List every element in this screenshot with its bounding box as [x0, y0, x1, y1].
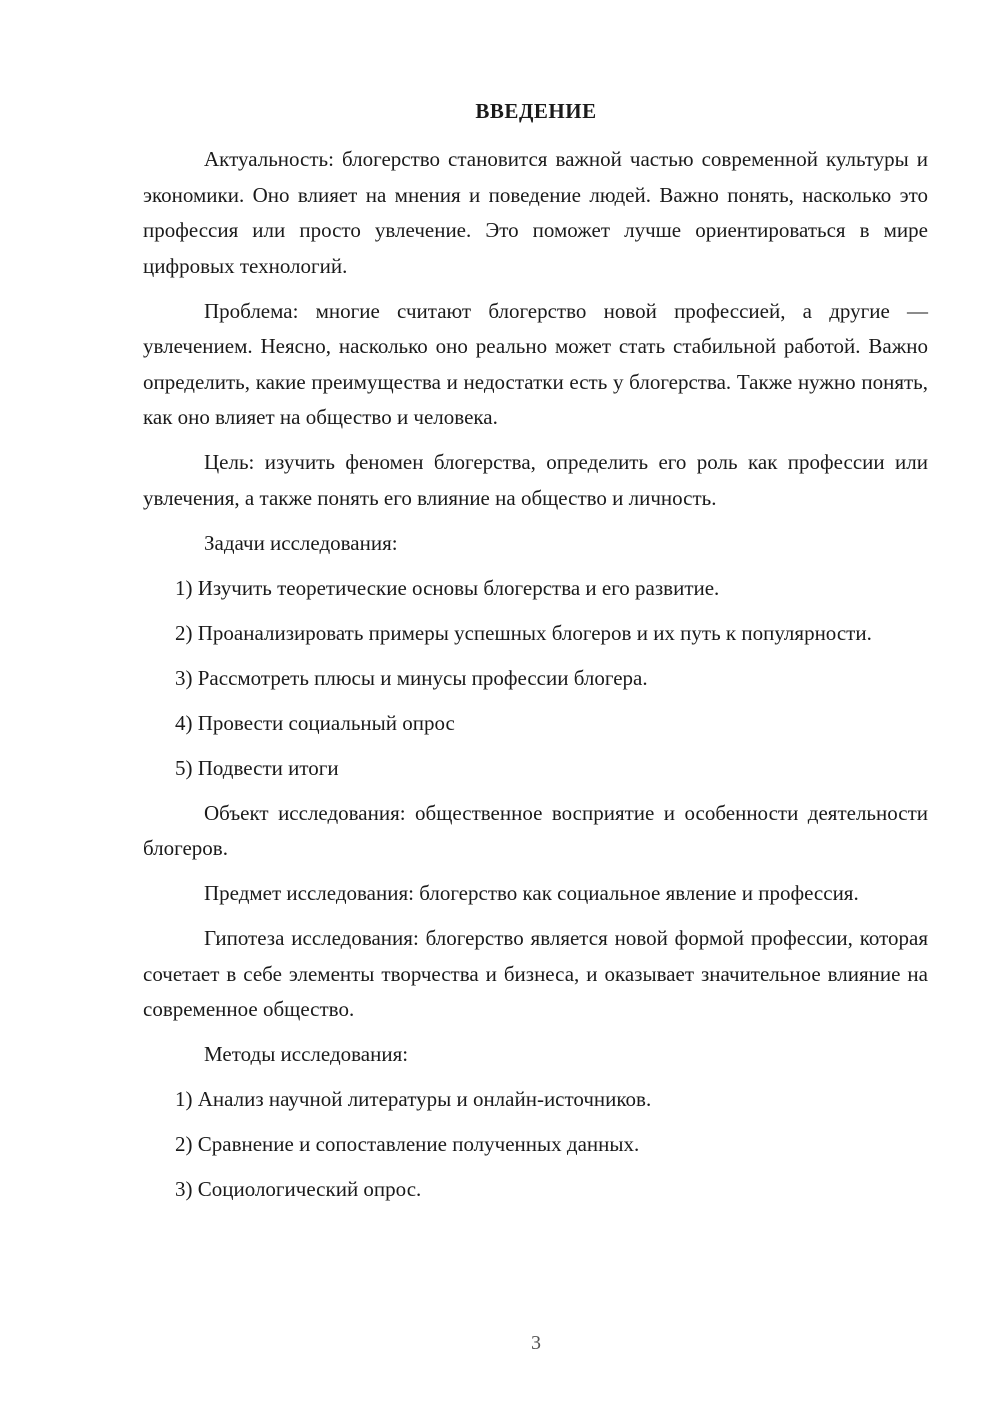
relevance-paragraph: Актуальность: блогерство становится важной частью современной культуры и экономики. Оно влияет на мнения и поведение людей. Важно понять, насколько это профессия или просто увлечение. Это поможет лучше ориентироваться в мире цифровых технологий. [143, 147, 928, 278]
task-item-1: 1) Изучить теоретические основы блогерства и его развитие. [175, 575, 720, 600]
goal-paragraph: Цель: изучить феномен блогерства, определить его роль как профессии или увлечения, а также понять его влияние на общество и личность. [143, 450, 928, 510]
object-paragraph: Объект исследования: общественное восприятие и особенности деятельности блогеров. [143, 800, 928, 860]
document-body [143, 142, 928, 1217]
subject-paragraph: Предмет исследования: блогерство как социальное явление и профессия. [204, 881, 859, 905]
task-item-3: 3) Рассмотреть плюсы и минусы профессии блогера. [175, 665, 648, 690]
method-item-1: 1) Анализ научной литературы и онлайн-источников. [175, 1087, 652, 1111]
problem-paragraph: Проблема: многие считают блогерство новой профессией, а другие — увлечением. Неясно, насколько оно реально может стать стабильной работой. Важно определить, какие преимущества и недостатки есть у блогерства. Также нужно понять, как оно влияет на общество и человека. [143, 298, 928, 429]
page-title: ВВЕДЕНИЕ [475, 99, 597, 123]
methods-heading: Методы исследования: [204, 1042, 409, 1066]
method-item-3: 3) Социологический опрос. [175, 1177, 422, 1201]
task-item-5: 5) Подвести итоги [175, 755, 339, 780]
method-item-2: 2) Сравнение и сопоставление полученных данных. [175, 1132, 640, 1156]
task-item-2: 2) Проанализировать примеры успешных блогеров и их путь к популярности. [175, 620, 872, 645]
tasks-heading: Задачи исследования: [204, 530, 398, 555]
task-item-4: 4) Провести социальный опрос [175, 710, 455, 735]
page-number: 3 [531, 1332, 541, 1354]
hypothesis-paragraph: Гипотеза исследования: блогерство является новой формой профессии, которая сочетает в себе элементы творчества и бизнеса, и оказывает значительное влияние на современное общество. [143, 926, 928, 1021]
